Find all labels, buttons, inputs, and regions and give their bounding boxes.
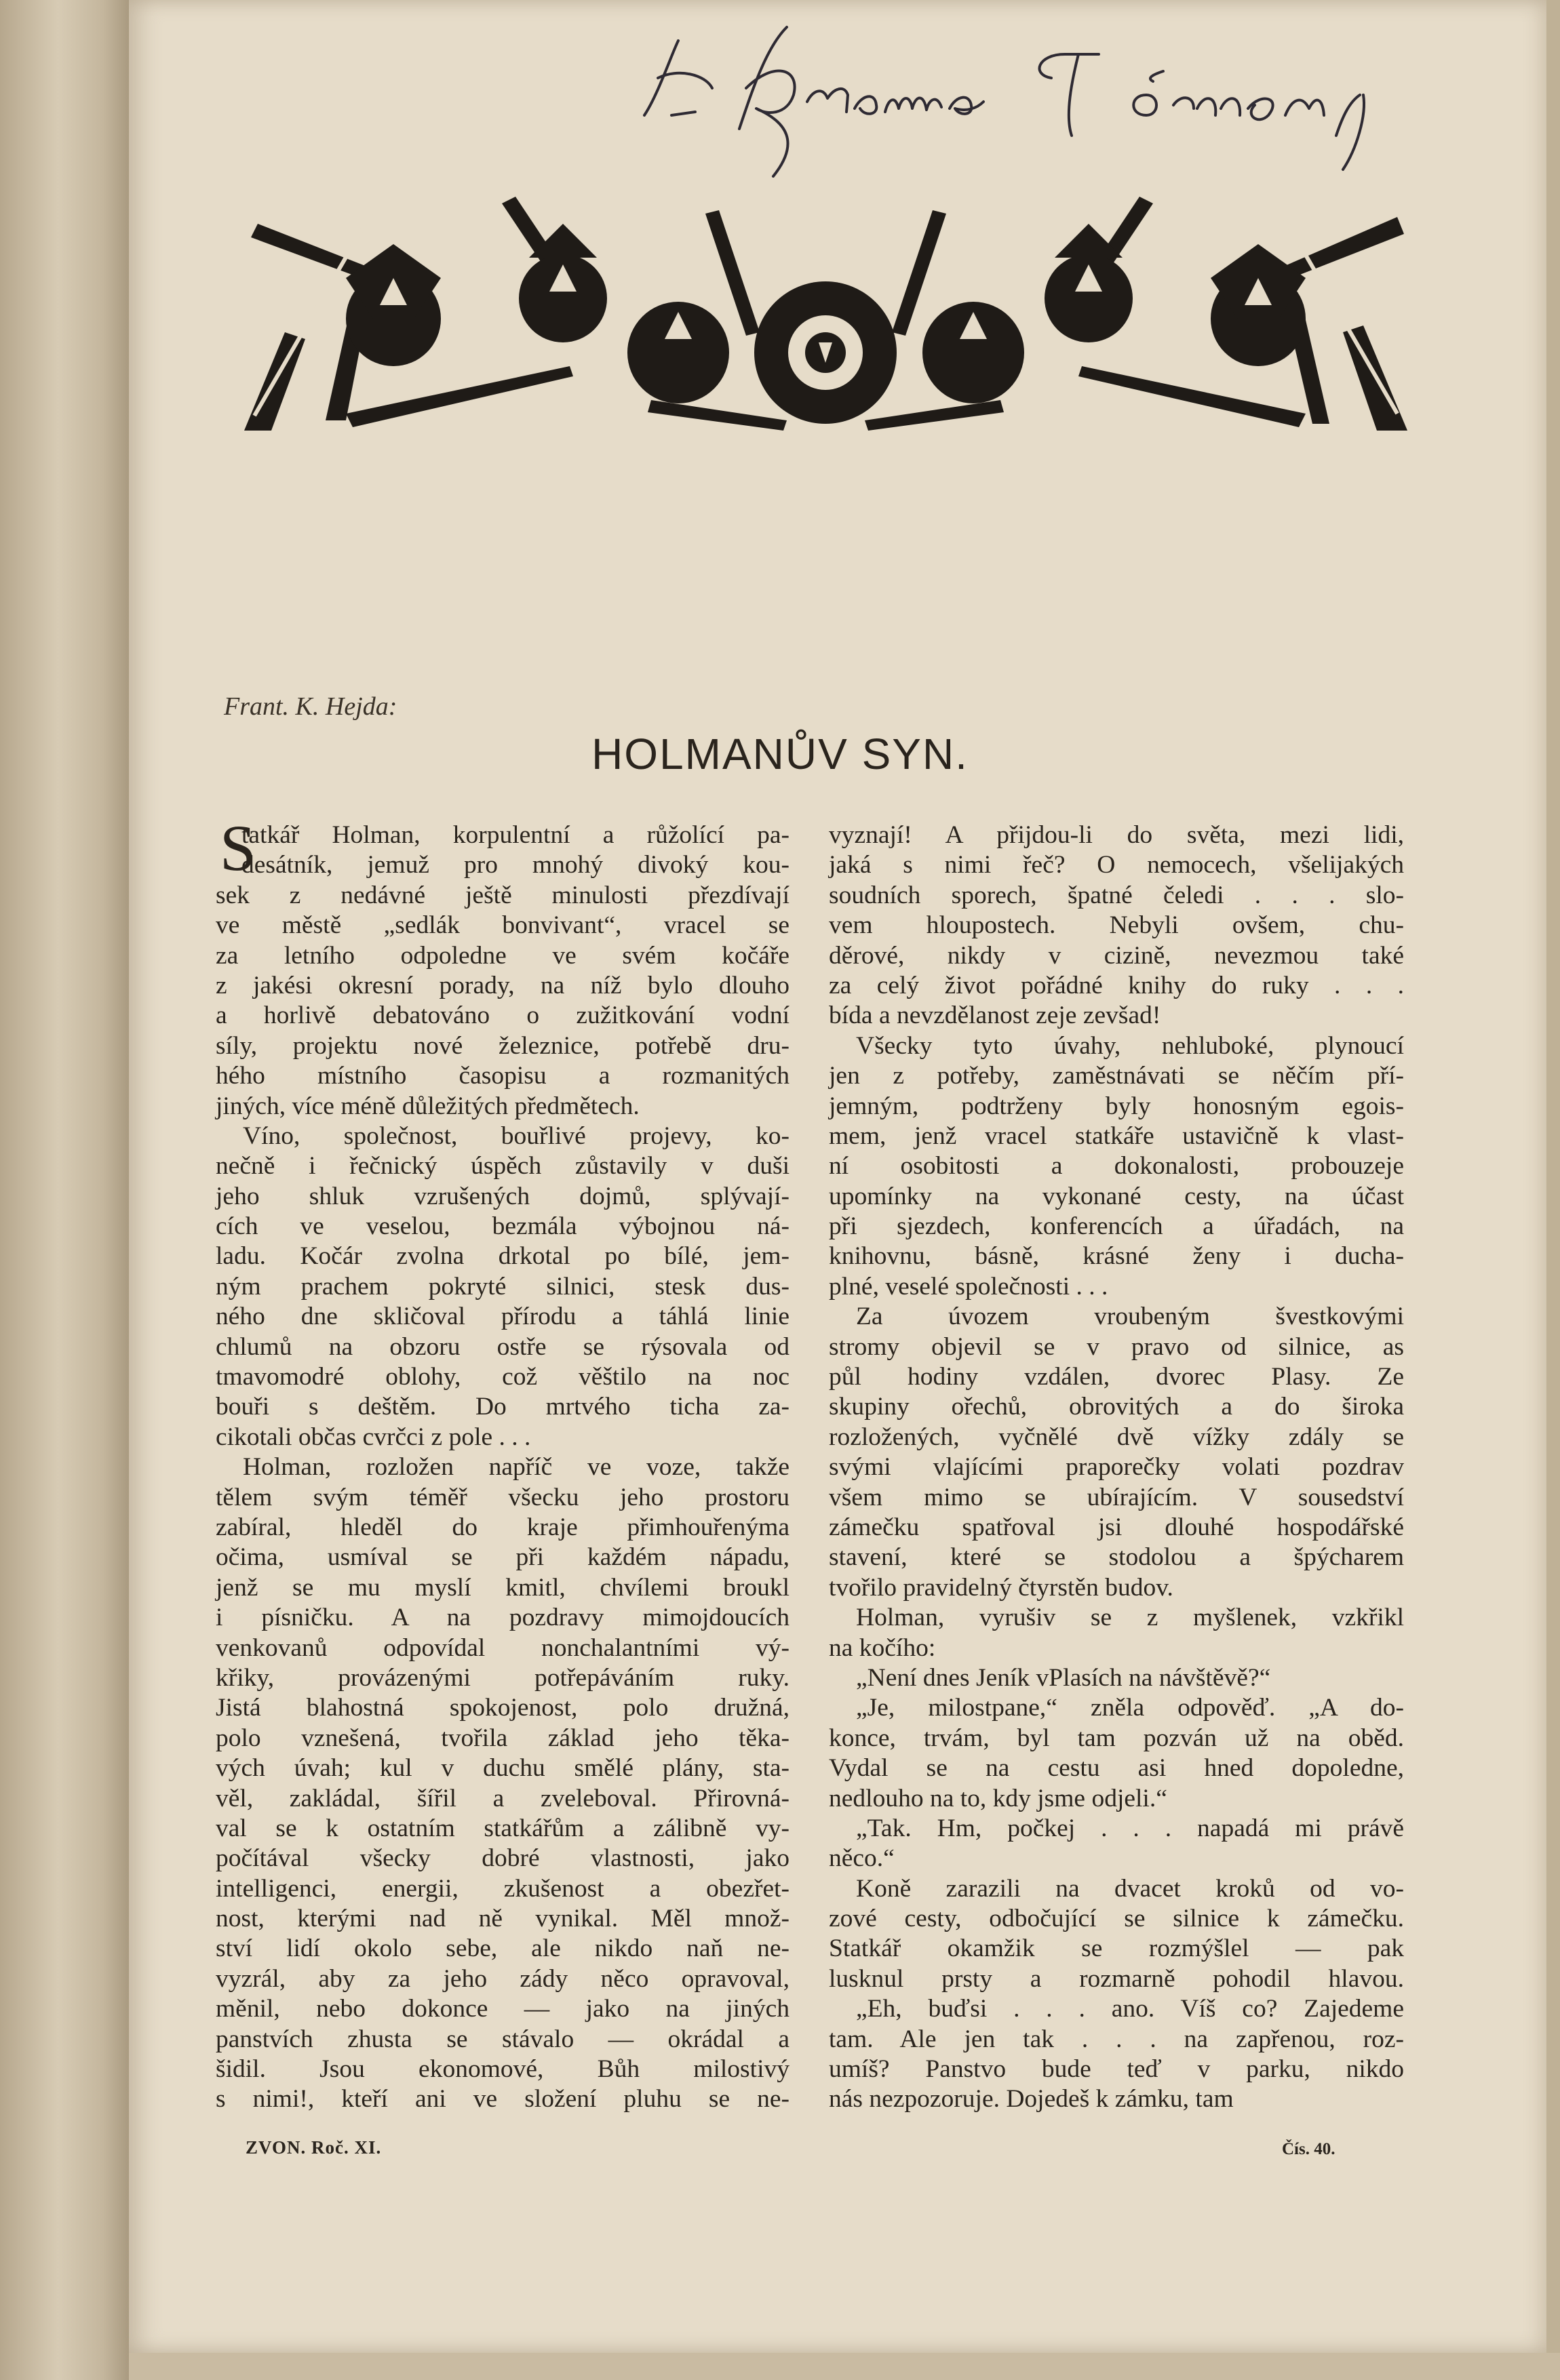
footer-journal-volume: ZVON. Roč. XI. <box>246 2137 382 2158</box>
text-line: „Není dnes Jeník vPlasích na návštěvě?“ <box>856 1663 1271 1692</box>
text-line: knihovnu, básně, krásné ženy i ducha- <box>829 1242 1404 1271</box>
text-line: rozložených, vyčnělé dvě vížky zdály se <box>829 1423 1404 1451</box>
author-byline: Frant. K. Hejda: <box>224 692 397 721</box>
handwritten-inscription <box>631 14 1513 190</box>
text-line: Holman, rozložen napříč ve voze, takže <box>243 1453 789 1482</box>
text-line: nás nezpozoruje. Dojedeš k zámku, tam <box>829 2085 1234 2114</box>
text-line: vyzrál, aby za jeho zády něco opravoval, <box>216 1964 789 1993</box>
text-line: chlumů na obzoru ostře se rýsovala od <box>216 1332 789 1361</box>
text-line: ného dne skličoval přírodu a táhlá linie <box>216 1303 789 1331</box>
text-line: cích ve veselou, bezmála výbojnou ná- <box>216 1212 789 1241</box>
text-line: tvořilo pravidelný čtyrstěn budov. <box>829 1573 1173 1602</box>
text-line: děrové, nikdy v cizině, nevezmou také <box>829 941 1404 970</box>
text-line: Za úvozem vroubeným švestkovými <box>856 1303 1404 1331</box>
text-line: nečně i řečnický úspěch zůstavily v duši <box>216 1152 789 1181</box>
text-line: stromy objevil se v pravo od silnice, as <box>829 1332 1404 1361</box>
text-line: na kočího: <box>829 1633 936 1662</box>
text-line: ní osobitosti a dokonalosti, probouzeje <box>829 1152 1404 1181</box>
text-line: Víno, společnost, bouřlivé projevy, ko- <box>243 1122 789 1150</box>
text-line: jiných, více méně důležitých předmětech. <box>216 1092 640 1120</box>
text-line: „Je, milostpane,“ zněla odpověď. „A do- <box>856 1694 1404 1722</box>
text-line: při sjezdech, konferencích a úřadách, na <box>829 1212 1404 1241</box>
text-line: ným prachem pokryté silnici, stesk dus- <box>216 1272 789 1301</box>
text-line: jenž se mu myslí kmitl, chvílemi broukl <box>216 1573 789 1602</box>
text-line: jaká s nimi řeč? O nemocech, všelijakých <box>829 851 1404 879</box>
text-line: svými vlajícími praporečky volati pozdrav <box>829 1453 1404 1482</box>
page-edge <box>1546 0 1560 2380</box>
text-line: zabíral, hleděl do kraje přimhouřenýma <box>216 1513 789 1541</box>
text-line: ve městě „sedlák bonvivant“, vracel se <box>216 911 789 940</box>
text-line: „Eh, buďsi . . . ano. Víš co? Zajedeme <box>856 1995 1404 2023</box>
text-line: věl, zakládal, šířil a zveleboval. Přirovná- <box>216 1784 789 1812</box>
text-line: nedlouho na to, kdy jsme odjeli.“ <box>829 1784 1167 1812</box>
text-line: za celý život pořádné knihy do ruky . . . <box>829 971 1404 999</box>
text-line: zámečku spatřoval jsi dlouhé hospodářské <box>829 1513 1404 1541</box>
text-line: stavení, které se stodolou a špýcharem <box>829 1543 1404 1572</box>
text-line: Vydal se na cestu asi hned dopoledne, <box>829 1754 1404 1783</box>
text-line: panstvích zhusta se stávalo — okrádal a <box>216 2025 789 2053</box>
text-line: jeho shluk vzrušených dojmů, splývají- <box>216 1182 789 1210</box>
text-line: všem mimo se ubírajícím. V sousedství <box>829 1483 1404 1511</box>
page-bottom-edge <box>129 2353 1560 2380</box>
text-line: počítával všecky dobré vlastnosti, jako <box>216 1844 789 1873</box>
text-line: vých úvah; kul v duchu smělé plány, sta- <box>216 1754 789 1783</box>
text-line: bouři s deštěm. Do mrtvého ticha za- <box>216 1393 789 1421</box>
text-line: měnil, nebo dokonce — jako na jiných <box>216 1995 789 2023</box>
text-line: jemným, podtrženy byly honosným egois- <box>829 1092 1404 1120</box>
text-column-left <box>216 820 789 2115</box>
text-line: Koně zarazili na dvacet kroků od vo- <box>856 1874 1404 1903</box>
text-line: cikotali občas cvrčci z pole . . . <box>216 1423 531 1451</box>
text-line: tmavomodré oblohy, což věštilo na noc <box>216 1363 789 1391</box>
text-line: nost, kterými nad ně vynikal. Měl množ- <box>216 1905 789 1933</box>
text-line: skupiny ořechů, obrovitých a do široka <box>829 1393 1404 1421</box>
text-line: jen z potřeby, zaměstnávati se něčím pří- <box>829 1062 1404 1090</box>
text-line: polo vznešená, tvořila základ jeho těka- <box>216 1724 789 1752</box>
text-line: Všecky tyto úvahy, nehluboké, plynoucí <box>856 1031 1404 1060</box>
text-line: bída a nevzdělanost zeje zevšad! <box>829 1001 1161 1030</box>
text-line: lusknul prsty a rozmarně pohodil hlavou. <box>829 1964 1404 1993</box>
text-line: a horlivě debatováno o zužitkování vodní <box>216 1001 789 1030</box>
text-line: val se k ostatním statkářům a zálibně vy- <box>216 1814 789 1842</box>
text-line: křiky, provázenými potřepáváním ruky. <box>216 1663 789 1692</box>
text-line: z jakési okresní porady, na níž bylo dlouho <box>216 971 789 999</box>
text-line: „Tak. Hm, počkej . . . napadá mi právě <box>856 1814 1404 1842</box>
text-line: půl hodiny vzdálen, dvorec Plasy. Ze <box>829 1363 1404 1391</box>
floral-ornament-icon <box>244 197 1407 431</box>
text-line: plné, veselé společnosti . . . <box>829 1272 1108 1301</box>
text-line: vyznají! A přijdou-li do světa, mezi lidi, <box>829 821 1404 849</box>
text-line: sek z nedávné ještě minulosti přezdívají <box>216 881 789 909</box>
text-line: Statkář okamžik se rozmýšlel — pak <box>829 1935 1404 1963</box>
text-line: něco.“ <box>829 1844 895 1873</box>
text-line: očima, usmíval se při každém nápadu, <box>216 1543 789 1572</box>
text-line: šidil. Jsou ekonomové, Bůh milostivý <box>216 2055 789 2084</box>
text-line: upomínky na vykonané cesty, na účast <box>829 1182 1404 1210</box>
text-line: tatkář Holman, korpulentní a růžolící pa- <box>241 821 789 849</box>
text-line: konce, trvám, byl tam pozván už na oběd. <box>829 1724 1404 1752</box>
text-line: mem, jenž vracel statkáře ustavičně k vlast- <box>829 1122 1404 1150</box>
text-line: i písničku. A na pozdravy mimojdoucích <box>216 1604 789 1632</box>
text-line: ství lidí okolo sebe, ale nikdo naň ne- <box>216 1935 789 1963</box>
text-column-right <box>829 820 1404 2115</box>
text-line: tam. Ale jen tak . . . na zapřenou, roz- <box>829 2025 1404 2053</box>
footer-issue-number: Čís. 40. <box>1282 2140 1335 2158</box>
text-line: tělem svým téměř všecku jeho prostoru <box>216 1483 789 1511</box>
book-binding <box>0 0 129 2380</box>
text-line: síly, projektu nové železnice, potřebě dru- <box>216 1031 789 1060</box>
text-line: ladu. Kočár zvolna drkotal po bílé, jem- <box>216 1242 789 1271</box>
text-line: vem hloupostech. Nebyli ovšem, chu- <box>829 911 1404 940</box>
text-line: soudních sporech, špatné čeledi . . . slo- <box>829 881 1404 909</box>
text-line: venkovanů odpovídal nonchalantními vý- <box>216 1633 789 1662</box>
text-line: umíš? Panstvo bude teď v parku, nikdo <box>829 2055 1404 2084</box>
text-line: s nimi!, kteří ani ve složení pluhu se ne- <box>216 2085 789 2114</box>
text-line: zové cesty, odbočující se silnice k zámečku. <box>829 1905 1404 1933</box>
drop-cap: S <box>220 812 256 884</box>
text-line: Jistá blahostná spokojenost, polo družná, <box>216 1694 789 1722</box>
text-line: za letního odpoledne ve svém kočáře <box>216 941 789 970</box>
article-title: HOLMANŮV SYN. <box>591 730 969 778</box>
text-line: Holman, vyrušiv se z myšlenek, vzkřikl <box>856 1604 1404 1632</box>
text-line: hého místního časopisu a rozmanitých <box>216 1062 789 1090</box>
text-line: intelligenci, energii, zkušenost a obezřet- <box>216 1874 789 1903</box>
text-line: desátník, jemuž pro mnohý divoký kou- <box>241 851 789 879</box>
